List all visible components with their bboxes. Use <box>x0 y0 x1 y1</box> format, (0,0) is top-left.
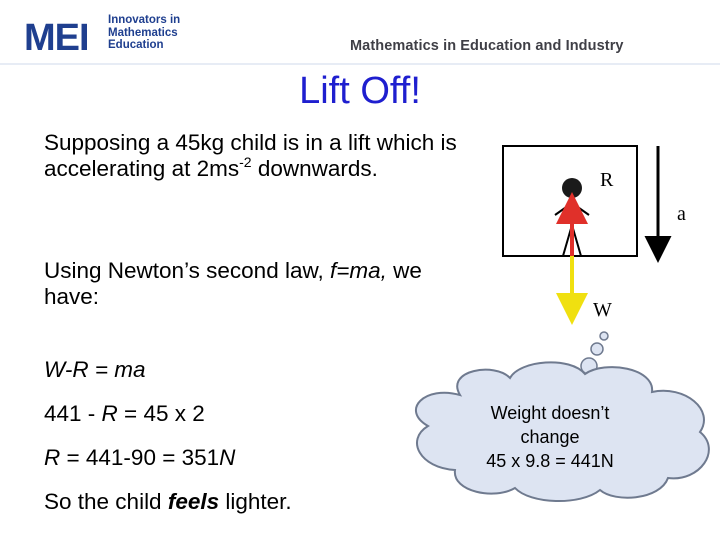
thought-dot-medium <box>591 343 603 355</box>
equation-line-1: W-R = ma <box>44 357 146 382</box>
symbol-r: R <box>44 445 61 470</box>
formula: f=ma, <box>330 258 387 283</box>
logo-line: Mathematics <box>108 26 178 39</box>
text: = 441-90 = 351 <box>60 445 220 470</box>
text: Using Newton’s second law, <box>44 258 330 283</box>
logo-line: Innovators in <box>108 14 181 26</box>
logo-line: Education <box>108 39 164 51</box>
child-head <box>562 178 582 198</box>
text: we have: <box>44 258 422 309</box>
slide-title: Lift Off! <box>299 70 421 112</box>
tagline: Mathematics in Education and Industry <box>350 38 624 54</box>
thought-line: change <box>520 427 580 447</box>
label-weight: W <box>593 299 612 321</box>
unit-n: N <box>219 445 236 470</box>
thought-line: 45 x 9.8 = 441N <box>486 451 614 471</box>
text: = 45 x 2 <box>117 401 205 426</box>
text: Supposing a 45kg child is in a lift which is accelerating at 2ms <box>44 130 457 181</box>
mei-logo: MEI <box>24 17 89 59</box>
text: 441 - <box>44 401 102 426</box>
superscript: -2 <box>239 154 252 170</box>
label-acceleration: a <box>677 203 686 225</box>
thought-dot-small <box>600 332 608 340</box>
child-arm-right <box>572 203 589 215</box>
child-arm-left <box>555 203 572 215</box>
thought-line: Weight doesn’t <box>490 403 610 423</box>
symbol-r: R <box>101 401 118 426</box>
label-reaction: R <box>600 169 614 191</box>
thought-bubble-text <box>440 401 660 473</box>
text: downwards. <box>251 156 378 181</box>
text: lighter. <box>219 489 292 514</box>
emphasis-feels: feels <box>167 489 220 514</box>
text: So the child <box>44 489 168 514</box>
